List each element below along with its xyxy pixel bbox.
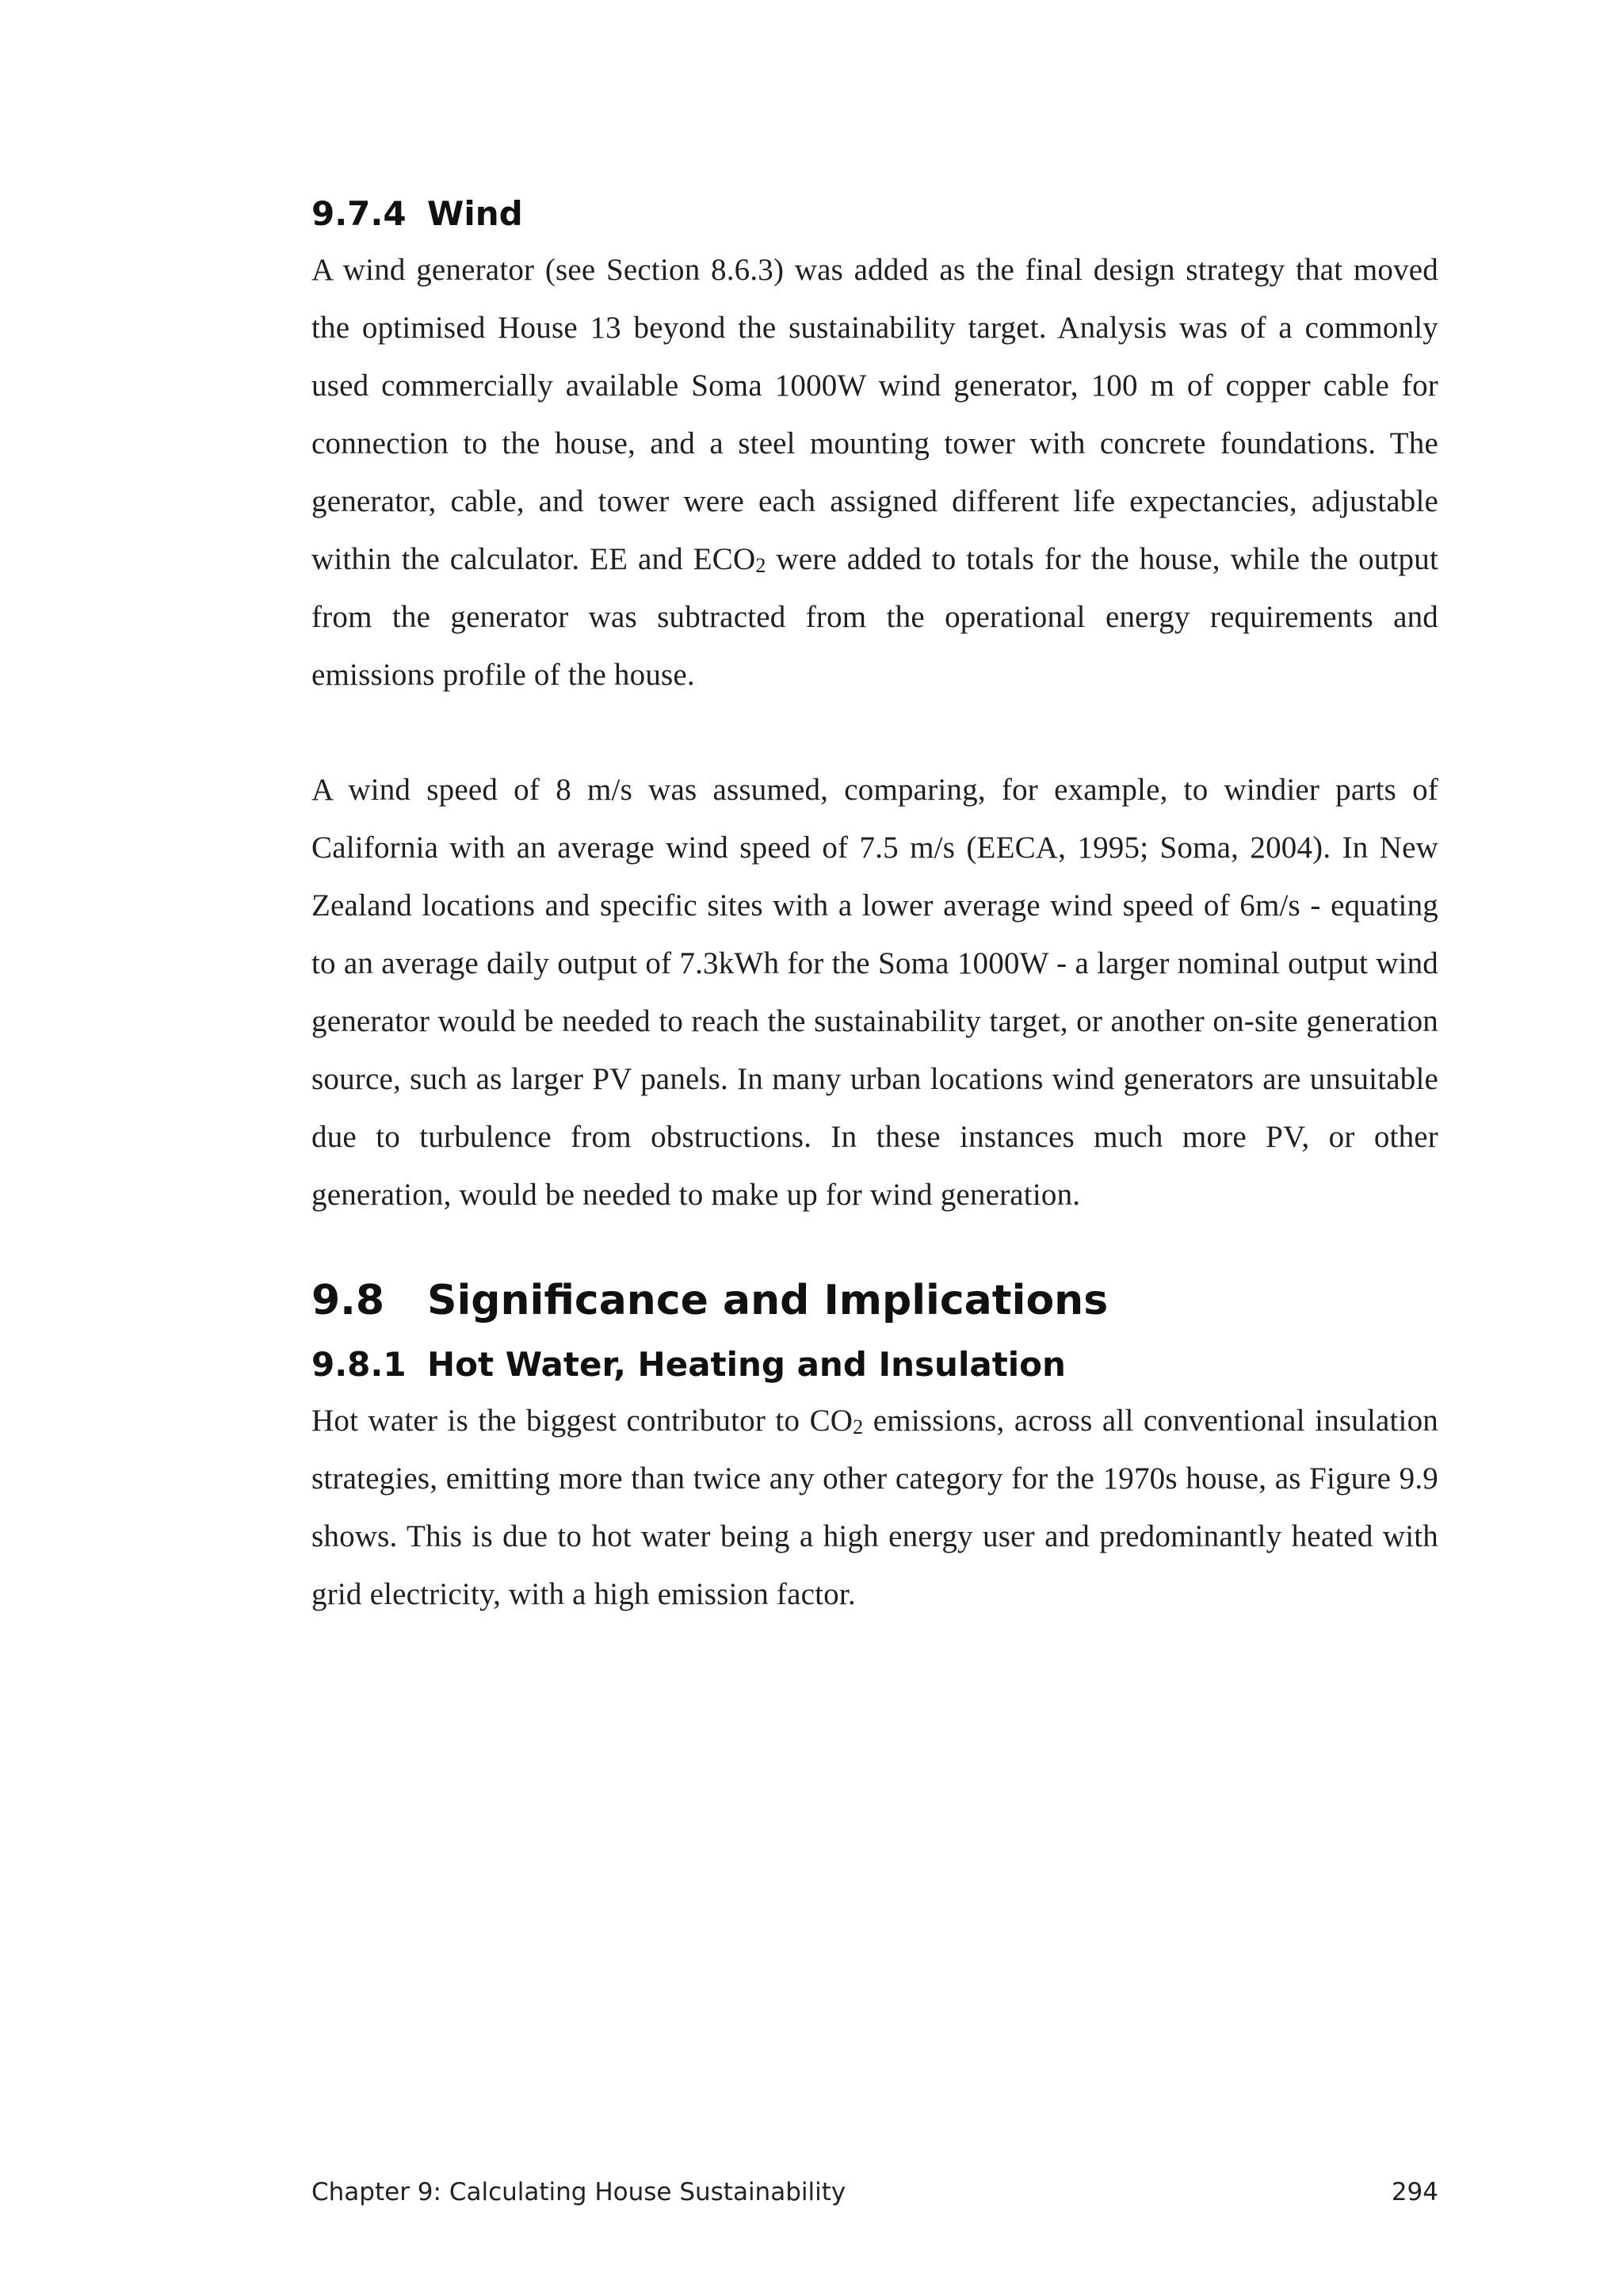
page-content xyxy=(311,190,1438,1623)
section-number: 9.7.4 xyxy=(311,194,407,233)
heading-9-7-4 xyxy=(311,190,1438,238)
footer-page-number: 294 xyxy=(1391,2178,1438,2206)
paragraph-wind-2: A wind speed of 8 m/s was assumed, comparing, for example, to windier parts of California with an average wind speed of 7.5 m/s (EECA, 1995; Soma, 2004). In New Zealand locations and specific sites with a lower average wind speed of 6m/s - equating to an average daily output of 7.3kWh for the Soma 1000W - a larger nominal output wind generator would be needed to reach the sustainability target, or another on-site generation source, such as larger PV panels. In many urban locations wind generators are unsuitable due to turbulence from obstructions. In these instances much more PV, or other generation, would be needed to make up for wind generation. xyxy=(311,773,1438,1212)
heading-9-8-1 xyxy=(311,1341,1438,1389)
heading-9-8 xyxy=(311,1271,1438,1330)
section-title: Wind xyxy=(427,194,523,233)
section-title: Significance and Implications xyxy=(427,1277,1109,1324)
footer-chapter: Chapter 9: Calculating House Sustainability xyxy=(311,2178,846,2206)
subscript: 2 xyxy=(755,554,766,577)
section-number: 9.8.1 xyxy=(311,1345,407,1384)
paragraph-hot-water: Hot water is the biggest contributor to $CO_2$ emissions, across all conventional insulation strategies, emitting more than twice any other category for the 1970s house, as Figure 9.9 shows. This is due to hot water being a high energy user and predominantly heated with grid electricity, with a high emission factor. xyxy=(311,1404,1438,1611)
section-number: 9.8 xyxy=(311,1277,385,1324)
section-title: Hot Water, Heating and Insulation xyxy=(427,1345,1066,1384)
page-footer xyxy=(311,2178,1438,2206)
subscript: 2 xyxy=(853,1415,864,1438)
paragraph-wind-1: A wind generator (see Section 8.6.3) was added as the final design strategy that moved the optimised House 13 beyond the sustainability target. Analysis was of a commonly used commercially available Soma 1000W wind generator, 100 m of copper cable for connection to the house, and a steel mounting tower with concrete foundations. The generator, cable, and tower were each assigned different life expectancies, adjustable within the calculator. EE and $ECO_2$ were added to totals for the house, while the output from the generator was subtracted from the operational energy requirements and emissions profile of the house. xyxy=(311,253,1438,692)
